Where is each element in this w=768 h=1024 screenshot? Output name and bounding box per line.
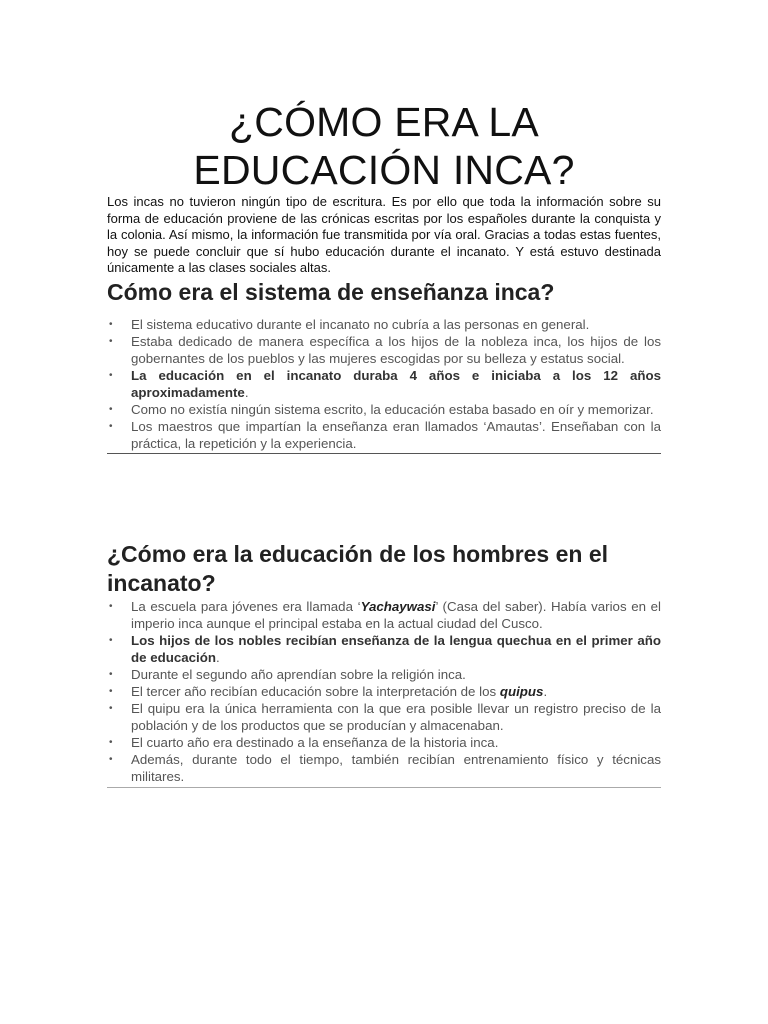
list-item-emphasis: Yachaywasi <box>360 599 436 614</box>
bullet-list-hombres <box>107 598 661 788</box>
page-title: ¿CÓMO ERA LA EDUCACIÓN INCA? <box>193 99 575 193</box>
list-item <box>107 666 661 683</box>
list-item <box>107 333 661 367</box>
list-item <box>107 598 661 632</box>
bullet-icon: • <box>109 754 113 765</box>
bullet-icon: • <box>109 336 113 347</box>
list-item <box>107 401 661 418</box>
list-item-text: El quipu era la única herramienta con la que era posible llevar un registro preciso de la población y de los productos que se producían y almacenaban. <box>131 701 661 733</box>
bullet-list-sistema <box>107 316 661 454</box>
intro-paragraph: Los incas no tuvieron ningún tipo de escritura. Es por ello que toda la información sobre su forma de educación proviene de las crónicas escritas por los españoles durante la conquista y la colonia. Así mismo, la información fue transmitida por vía oral. Gracias a todas estas fuentes, hoy se puede concluir que sí hubo educación durante el incanato. Y está estuvo destinada únicamente a las clases sociales altas. <box>107 194 661 275</box>
list-item <box>107 418 661 452</box>
list-item-text: . <box>215 650 220 665</box>
list-item-text: Durante el segundo año aprendían sobre la religión inca. <box>131 667 466 682</box>
list-item-text: Además, durante todo el tiempo, también recibían entrenamiento físico y técnicas militares. <box>131 752 661 784</box>
bullet-icon: • <box>109 703 113 714</box>
list-item-text: ’ (Casa del saber). Había varios en el imperio inca aunque el principal estaba en la actual ciudad del Cusco. <box>131 599 661 631</box>
list-item-text: Estaba dedicado de manera específica a los hijos de la nobleza inca, los hijos de los gobernantes de los pueblos y las mujeres escogidas por su belleza y estatus social. <box>131 334 661 366</box>
list-item <box>107 734 661 751</box>
bullet-icon: • <box>109 635 113 646</box>
list-item-text: Como no existía ningún sistema escrito, la educación estaba basado en oír y memorizar. <box>131 402 654 417</box>
bullet-icon: • <box>109 737 113 748</box>
list-item-text: El sistema educativo durante el incanato no cubría a las personas en general. <box>131 317 590 332</box>
bullet-icon: • <box>109 370 113 381</box>
list-item <box>107 367 661 401</box>
bullet-icon: • <box>109 669 113 680</box>
list-item-text: La escuela para jóvenes era llamada ‘ <box>131 599 361 614</box>
list-item-text: El tercer año recibían educación sobre la interpretación de los <box>131 684 500 699</box>
list-item-text: El cuarto año era destinado a la enseñanza de la historia inca. <box>131 735 499 750</box>
list-item <box>107 751 661 785</box>
list-item-text: Los maestros que impartían la enseñanza eran llamados ‘Amautas’. Enseñaban con la práctica, la repetición y la experiencia. <box>131 419 661 451</box>
section-heading-hombres: ¿Cómo era la educación de los hombres en el incanato? <box>107 541 609 596</box>
bullet-icon: • <box>109 601 113 612</box>
list-item-text: . <box>244 385 249 400</box>
bullet-icon: • <box>109 319 113 330</box>
list-item <box>107 316 661 333</box>
list-item <box>107 683 661 700</box>
bullet-icon: • <box>109 421 113 432</box>
bullet-icon: • <box>109 404 113 415</box>
section-heading-sistema: Cómo era el sistema de enseñanza inca? <box>107 279 555 305</box>
list-item <box>107 700 661 734</box>
list-item-bold-text: La educación en el incanato duraba 4 años e iniciaba a los 12 años aproximadamente <box>131 368 661 400</box>
list-item-text: . <box>543 684 548 699</box>
bullet-icon: • <box>109 686 113 697</box>
list-item-bold-text: Los hijos de los nobles recibían enseñanza de la lengua quechua en el primer año de educación <box>131 633 661 665</box>
list-item <box>107 632 661 666</box>
list-item-emphasis: quipus <box>499 684 544 699</box>
